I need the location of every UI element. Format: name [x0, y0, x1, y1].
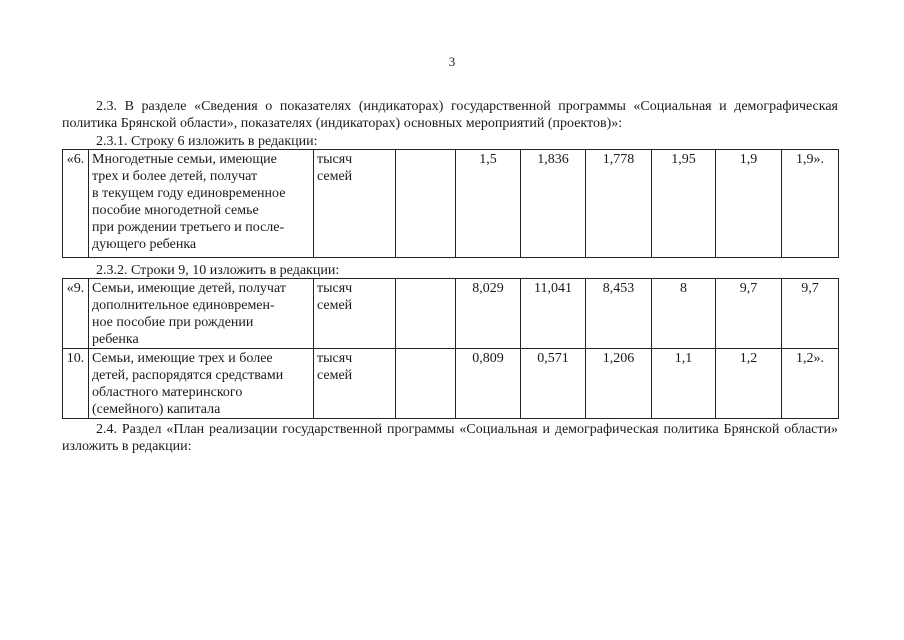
empty-cell — [396, 349, 456, 419]
description-line: Семьи, имеющие трех и более — [92, 351, 273, 366]
indicator-table-rows-9-10 — [62, 278, 839, 419]
value-cell: 9,7 — [782, 279, 839, 349]
paragraph-2-4: 2.4. Раздел «План реализации государственной программы «Социальная и демографическая политика Брянской области» изложить в редакции: — [62, 422, 838, 454]
value-cell: 11,041 — [521, 279, 586, 349]
indicator-description — [89, 349, 314, 419]
description-line: дополнительное единовремен- — [92, 298, 275, 313]
value-cell: 8,453 — [586, 279, 652, 349]
row-number: 10. — [63, 349, 89, 419]
value-cell: 1,9 — [716, 150, 782, 258]
description-line: трех и более детей, получат — [92, 169, 258, 184]
indicator-description — [89, 279, 314, 349]
paragraph-2-3: 2.3. В разделе «Сведения о показателях (индикаторах) государственной программы «Социальная и демографическая политика Брянской области», показателях (индикаторах) основных мероприятий (проектов)»: — [62, 99, 838, 131]
unit-cell — [314, 279, 396, 349]
description-line: при рождении третьего и после- — [92, 220, 285, 235]
value-cell: 9,7 — [716, 279, 782, 349]
value-cell: 1,2». — [782, 349, 839, 419]
value-cell: 1,1 — [652, 349, 716, 419]
unit-line: семей — [317, 169, 353, 184]
row-number: «9. — [63, 279, 89, 349]
description-line: (семейного) капитала — [92, 402, 221, 417]
page-number: 3 — [448, 54, 456, 69]
description-line: детей, распорядятся средствами — [92, 368, 284, 383]
value-cell: 1,2 — [716, 349, 782, 419]
subheading-2-3-2: 2.3.2. Строки 9, 10 изложить в редакции: — [96, 263, 340, 278]
value-cell: 1,5 — [456, 150, 521, 258]
description-line: ное пособие при рождении — [92, 315, 254, 330]
table-row — [63, 150, 839, 258]
unit-line: тысяч — [317, 351, 353, 366]
description-line: Многодетные семьи, имеющие — [92, 152, 277, 167]
unit-cell — [314, 150, 396, 258]
description-line: пособие многодетной семье — [92, 203, 259, 218]
unit-line: семей — [317, 298, 353, 313]
empty-cell — [396, 150, 456, 258]
unit-line: семей — [317, 368, 353, 383]
row-number: «6. — [63, 150, 89, 258]
unit-cell — [314, 349, 396, 419]
subheading-2-3-1: 2.3.1. Строку 6 изложить в редакции: — [96, 134, 318, 149]
value-cell: 8,029 — [456, 279, 521, 349]
description-line: ребенка — [92, 332, 139, 347]
table-row — [63, 279, 839, 349]
unit-line: тысяч — [317, 281, 353, 296]
value-cell: 1,9». — [782, 150, 839, 258]
value-cell: 8 — [652, 279, 716, 349]
empty-cell — [396, 279, 456, 349]
value-cell: 0,809 — [456, 349, 521, 419]
description-line: областного материнского — [92, 385, 243, 400]
unit-line: тысяч — [317, 152, 353, 167]
description-line: дующего ребенка — [92, 237, 197, 252]
value-cell: 1,95 — [652, 150, 716, 258]
table-row — [63, 349, 839, 419]
value-cell: 0,571 — [521, 349, 586, 419]
indicator-description — [89, 150, 314, 258]
value-cell: 1,778 — [586, 150, 652, 258]
indicator-table-row-6 — [62, 149, 839, 258]
value-cell: 1,206 — [586, 349, 652, 419]
description-line: в текущем году единовременное — [92, 186, 286, 201]
description-line: Семьи, имеющие детей, получат — [92, 281, 286, 296]
value-cell: 1,836 — [521, 150, 586, 258]
